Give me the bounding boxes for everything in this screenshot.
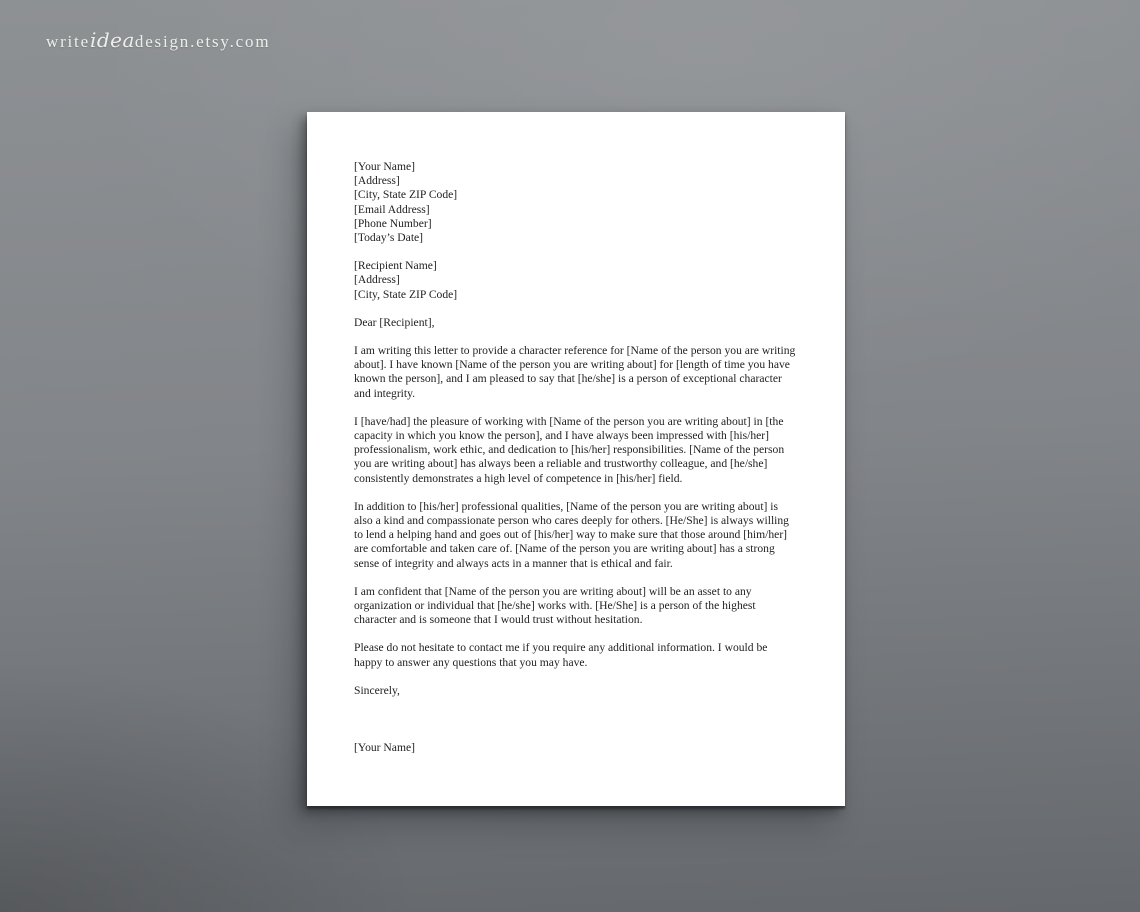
brand-watermark-suffix: design.etsy.com [134, 32, 271, 51]
sender-address-line: [Your Name] [354, 160, 415, 173]
closing-line: Sincerely, [354, 683, 400, 697]
sender-address-line: [Phone Number] [354, 216, 432, 230]
sender-address-line: [Address] [354, 174, 400, 188]
recipient-address-block [354, 259, 796, 302]
signature-name: [Your Name] [354, 741, 415, 755]
letter-paragraph: I am confident that [Name of the person you are writing about] will be an asset to any organization or individual that [he/she] works with. [He/She] is a person of the highest character and is someone that I would trust without hesitation. [354, 584, 756, 627]
brand-watermark [46, 28, 270, 52]
recipient-address-line: [Address] [354, 273, 400, 287]
letter-paragraph: In addition to [his/her] professional qualities, [Name of the person you are writing about] is also a kind and compassionate person who cares deeply for others. [He/She] is always willing to lend a helping hand and goes out of [his/her] way to make sure that those around [him/her] are comfortable and taken care of. [Name of the person you are writing about] has a strong sense of integrity and always acts in a manner that is ethical and fair. [354, 499, 789, 570]
recipient-address-line: [Recipient Name] [354, 259, 437, 273]
sender-address-line: [Today’s Date] [354, 231, 424, 245]
letter-paragraph: Please do not hesitate to contact me if you require any additional information. I would be happy to answer any questions that you may have. [354, 641, 768, 669]
recipient-address-line: [City, State ZIP Code] [354, 287, 458, 301]
letter-paragraph: I am writing this letter to provide a character reference for [Name of the person you are writing about]. I have known [Name of the person you are writing about] for [length of time you have known the person], and I am pleased to say that [he/she] is a person of exceptional character and integrity. [354, 344, 796, 400]
letter-paragraph: I [have/had] the pleasure of working with [Name of the person you are writing about] in [the capacity in which you know the person], and I have always been impressed with [his/her] professionalism, work ethic, and dedication to [his/her] responsibilities. [Name of the person you are writing about] has always been a reliable and trustworthy colleague, and [he/she] consistently demonstrates a high level of competence in [his/her] field. [354, 414, 785, 485]
letter-page [307, 112, 845, 806]
brand-watermark-script: idea [89, 28, 135, 52]
sender-address-block [354, 160, 796, 245]
sender-address-line: [Email Address] [354, 202, 430, 216]
letter-content [354, 160, 796, 755]
salutation: Dear [Recipient], [354, 315, 435, 329]
brand-watermark-prefix: write [46, 32, 90, 51]
letter-body [354, 344, 796, 670]
sender-address-line: [City, State ZIP Code] [354, 188, 458, 202]
